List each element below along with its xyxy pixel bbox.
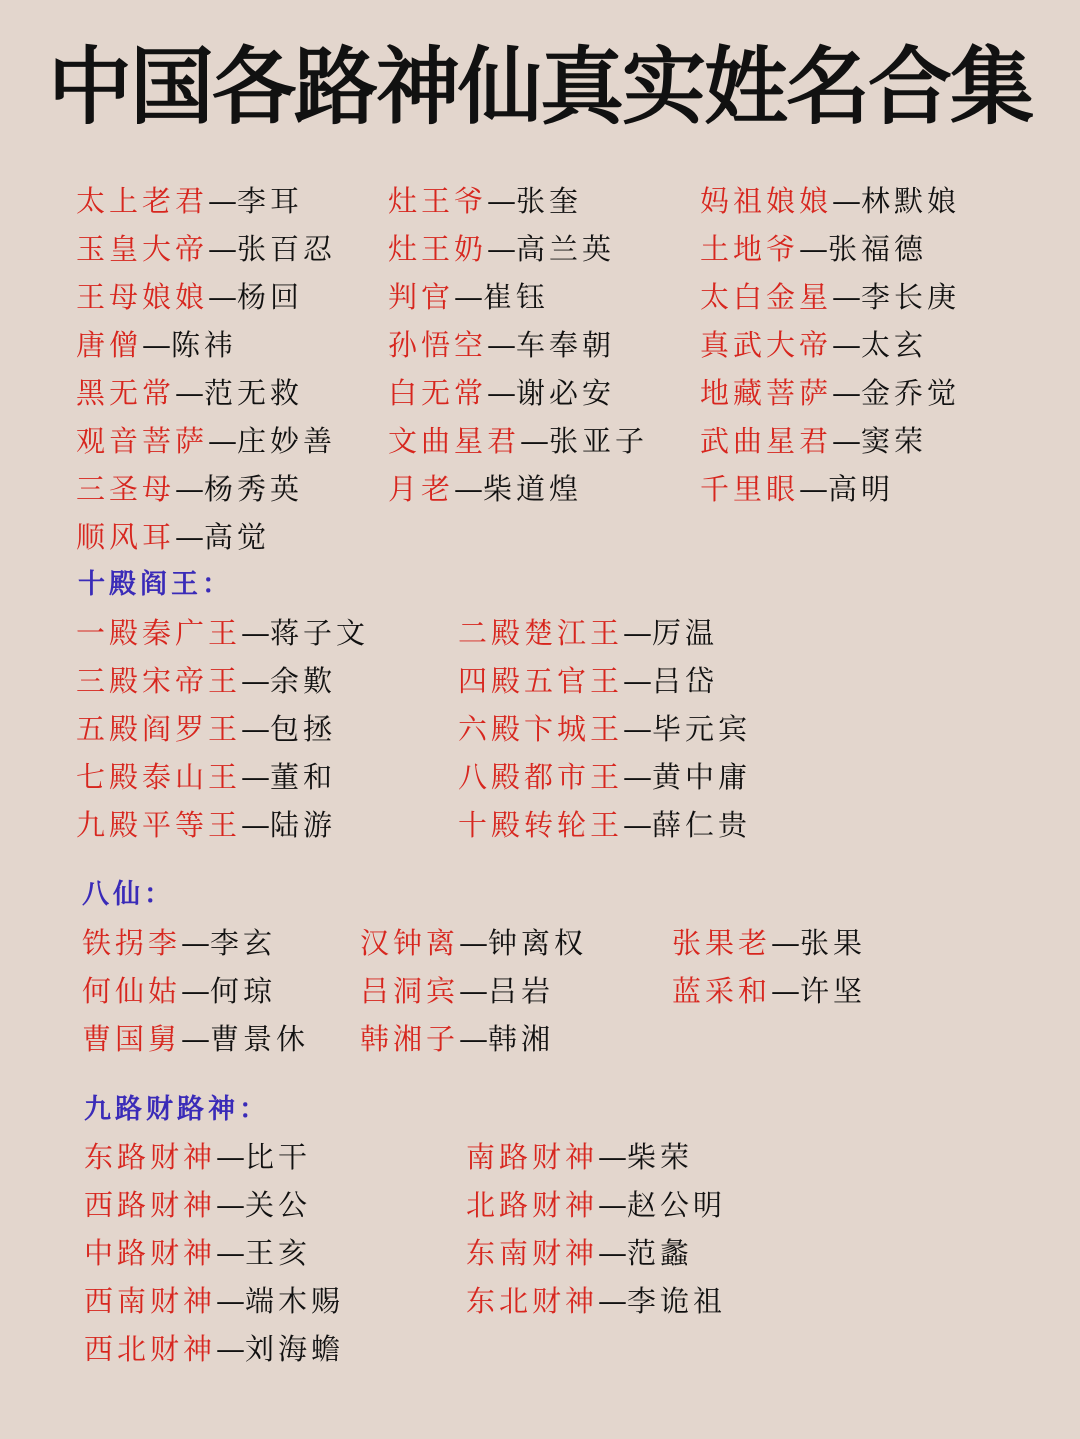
real-name: 林默娘 xyxy=(861,184,961,218)
deity-entry xyxy=(76,757,336,797)
real-name: 包拯 xyxy=(270,712,337,746)
dash-separator: — xyxy=(459,1022,489,1056)
deity-entry xyxy=(700,181,960,221)
deity-title: 太白金星 xyxy=(700,280,833,314)
deity-entry xyxy=(84,1233,311,1273)
dash-separator: — xyxy=(623,760,653,794)
dash-separator: — xyxy=(771,974,801,1008)
deity-title: 一殿秦广王 xyxy=(76,616,242,650)
deity-entry xyxy=(466,1137,693,1177)
deity-title: 三圣母 xyxy=(76,472,176,506)
section-heading: 八仙： xyxy=(82,879,175,910)
deity-title: 韩湘子 xyxy=(360,1022,460,1056)
deity-title: 玉皇大帝 xyxy=(76,232,209,266)
dash-separator: — xyxy=(487,184,517,218)
deity-entry xyxy=(76,421,336,461)
deity-title: 太上老君 xyxy=(76,184,209,218)
deity-entry xyxy=(360,1019,554,1059)
real-name: 张福德 xyxy=(828,232,928,266)
dash-separator: — xyxy=(832,280,862,314)
deity-title: 判官 xyxy=(388,280,455,314)
deity-title: 土地爷 xyxy=(700,232,800,266)
deity-entry xyxy=(360,923,587,963)
dash-separator: — xyxy=(216,1332,246,1366)
deity-title: 顺风耳 xyxy=(76,520,176,554)
dash-separator: — xyxy=(799,232,829,266)
deity-entry xyxy=(458,757,751,797)
deity-title: 二殿楚江王 xyxy=(458,616,624,650)
real-name: 李长庚 xyxy=(861,280,961,314)
deity-entry xyxy=(672,971,866,1011)
real-name: 端木赐 xyxy=(245,1284,345,1318)
deity-title: 七殿泰山王 xyxy=(76,760,242,794)
real-name: 陈祎 xyxy=(171,328,238,362)
deity-entry xyxy=(388,373,615,413)
deity-title: 六殿卞城王 xyxy=(458,712,624,746)
deity-entry xyxy=(76,229,336,269)
deity-entry xyxy=(458,805,751,845)
dash-separator: — xyxy=(832,424,862,458)
dash-separator: — xyxy=(598,1140,628,1174)
real-name: 黄中庸 xyxy=(652,760,752,794)
dash-separator: — xyxy=(175,376,205,410)
dash-separator: — xyxy=(208,232,238,266)
dash-separator: — xyxy=(241,760,271,794)
real-name: 王亥 xyxy=(245,1236,312,1270)
real-name: 李诡祖 xyxy=(627,1284,727,1318)
deity-entry xyxy=(388,325,615,365)
real-name: 范蠡 xyxy=(627,1236,694,1270)
real-name: 薛仁贵 xyxy=(652,808,752,842)
dash-separator: — xyxy=(487,232,517,266)
deity-title: 月老 xyxy=(388,472,455,506)
deity-entry xyxy=(700,469,894,509)
section-heading: 十殿阎王： xyxy=(78,569,233,600)
real-name: 曹景休 xyxy=(210,1022,310,1056)
deity-title: 西北财神 xyxy=(84,1332,217,1366)
dash-separator: — xyxy=(487,376,517,410)
deity-title: 曹国舅 xyxy=(82,1022,182,1056)
deity-title: 千里眼 xyxy=(700,472,800,506)
dash-separator: — xyxy=(241,664,271,698)
real-name: 韩湘 xyxy=(488,1022,555,1056)
dash-separator: — xyxy=(487,328,517,362)
deity-title: 何仙姑 xyxy=(82,974,182,1008)
dash-separator: — xyxy=(598,1236,628,1270)
deity-title: 汉钟离 xyxy=(360,926,460,960)
deity-title: 地藏菩萨 xyxy=(700,376,833,410)
deity-title: 吕洞宾 xyxy=(360,974,460,1008)
deity-title: 铁拐李 xyxy=(82,926,182,960)
dash-separator: — xyxy=(142,328,172,362)
deity-title: 西南财神 xyxy=(84,1284,217,1318)
real-name: 余歎 xyxy=(270,664,337,698)
real-name: 厉温 xyxy=(652,616,719,650)
real-name: 柴荣 xyxy=(627,1140,694,1174)
dash-separator: — xyxy=(623,664,653,698)
real-name: 金乔觉 xyxy=(861,376,961,410)
deity-title: 武曲星君 xyxy=(700,424,833,458)
dash-separator: — xyxy=(771,926,801,960)
dash-separator: — xyxy=(832,328,862,362)
deity-title: 蓝采和 xyxy=(672,974,772,1008)
real-name: 钟离权 xyxy=(488,926,588,960)
deity-entry xyxy=(76,277,303,317)
deity-entry xyxy=(700,325,927,365)
deity-title: 灶王爷 xyxy=(388,184,488,218)
real-name: 高明 xyxy=(828,472,895,506)
real-name: 高觉 xyxy=(204,520,271,554)
real-name: 范无救 xyxy=(204,376,304,410)
real-name: 蒋子文 xyxy=(270,616,370,650)
deity-title: 八殿都市王 xyxy=(458,760,624,794)
deity-entry xyxy=(76,325,237,365)
deity-entry xyxy=(76,613,369,653)
real-name: 窦荣 xyxy=(861,424,928,458)
real-name: 张奎 xyxy=(516,184,583,218)
dash-separator: — xyxy=(208,280,238,314)
deity-title: 东南财神 xyxy=(466,1236,599,1270)
deity-title: 真武大帝 xyxy=(700,328,833,362)
dash-separator: — xyxy=(175,472,205,506)
real-name: 董和 xyxy=(270,760,337,794)
real-name: 庄妙善 xyxy=(237,424,337,458)
deity-entry xyxy=(84,1185,311,1225)
deity-entry xyxy=(700,277,960,317)
real-name: 毕元宾 xyxy=(652,712,752,746)
dash-separator: — xyxy=(216,1140,246,1174)
deity-entry xyxy=(84,1281,344,1321)
real-name: 谢必安 xyxy=(516,376,616,410)
real-name: 吕岱 xyxy=(652,664,719,698)
dash-separator: — xyxy=(520,424,550,458)
dash-separator: — xyxy=(832,376,862,410)
dash-separator: — xyxy=(181,1022,211,1056)
deity-entry xyxy=(360,971,554,1011)
deity-entry xyxy=(76,661,336,701)
dash-separator: — xyxy=(623,616,653,650)
dash-separator: — xyxy=(208,184,238,218)
deity-entry xyxy=(458,613,718,653)
deity-entry xyxy=(82,923,276,963)
deity-entry xyxy=(466,1281,726,1321)
deity-entry xyxy=(76,805,336,845)
dash-separator: — xyxy=(459,926,489,960)
deity-entry xyxy=(76,517,270,557)
deity-title: 东北财神 xyxy=(466,1284,599,1318)
deity-entry xyxy=(458,661,718,701)
real-name: 车奉朝 xyxy=(516,328,616,362)
dash-separator: — xyxy=(598,1188,628,1222)
deity-entry xyxy=(76,181,303,221)
deity-entry xyxy=(82,1019,309,1059)
deity-title: 三殿宋帝王 xyxy=(76,664,242,698)
deity-entry xyxy=(84,1329,344,1369)
dash-separator: — xyxy=(208,424,238,458)
deity-entry xyxy=(388,229,615,269)
real-name: 太玄 xyxy=(861,328,928,362)
dash-separator: — xyxy=(175,520,205,554)
deity-entry xyxy=(700,229,927,269)
dash-separator: — xyxy=(241,712,271,746)
deity-title: 白无常 xyxy=(388,376,488,410)
real-name: 赵公明 xyxy=(627,1188,727,1222)
deity-entry xyxy=(76,373,303,413)
deity-title: 观音菩萨 xyxy=(76,424,209,458)
deity-title: 黑无常 xyxy=(76,376,176,410)
deity-title: 四殿五官王 xyxy=(458,664,624,698)
deity-title: 南路财神 xyxy=(466,1140,599,1174)
deity-entry xyxy=(388,469,582,509)
real-name: 杨回 xyxy=(237,280,304,314)
dash-separator: — xyxy=(216,1188,246,1222)
dash-separator: — xyxy=(459,974,489,1008)
deity-entry xyxy=(458,709,751,749)
dash-separator: — xyxy=(623,808,653,842)
real-name: 李耳 xyxy=(237,184,304,218)
real-name: 杨秀英 xyxy=(204,472,304,506)
page-title: 中国各路神仙真实姓名合集 xyxy=(47,38,1032,136)
dash-separator: — xyxy=(454,280,484,314)
real-name: 张亚子 xyxy=(549,424,649,458)
deity-title: 王母娘娘 xyxy=(76,280,209,314)
deity-entry xyxy=(82,971,276,1011)
deity-title: 灶王奶 xyxy=(388,232,488,266)
dash-separator: — xyxy=(623,712,653,746)
deity-entry xyxy=(388,277,549,317)
dash-separator: — xyxy=(216,1284,246,1318)
deity-title: 东路财神 xyxy=(84,1140,217,1174)
dash-separator: — xyxy=(454,472,484,506)
dash-separator: — xyxy=(241,616,271,650)
dash-separator: — xyxy=(181,974,211,1008)
real-name: 张百忍 xyxy=(237,232,337,266)
real-name: 关公 xyxy=(245,1188,312,1222)
deity-entry xyxy=(672,923,866,963)
real-name: 比干 xyxy=(245,1140,312,1174)
deity-title: 九殿平等王 xyxy=(76,808,242,842)
deity-entry xyxy=(700,421,927,461)
deity-title: 西路财神 xyxy=(84,1188,217,1222)
deity-title: 孙悟空 xyxy=(388,328,488,362)
dash-separator: — xyxy=(598,1284,628,1318)
real-name: 陆游 xyxy=(270,808,337,842)
dash-separator: — xyxy=(181,926,211,960)
deity-entry xyxy=(76,469,303,509)
deity-entry xyxy=(84,1137,311,1177)
real-name: 张果 xyxy=(800,926,867,960)
real-name: 何琼 xyxy=(210,974,277,1008)
real-name: 吕岩 xyxy=(488,974,555,1008)
deity-title: 唐僧 xyxy=(76,328,143,362)
deity-title: 张果老 xyxy=(672,926,772,960)
real-name: 李玄 xyxy=(210,926,277,960)
real-name: 柴道煌 xyxy=(483,472,583,506)
dash-separator: — xyxy=(799,472,829,506)
deity-entry xyxy=(700,373,960,413)
deity-title: 五殿阎罗王 xyxy=(76,712,242,746)
deity-title: 中路财神 xyxy=(84,1236,217,1270)
deity-title: 妈祖娘娘 xyxy=(700,184,833,218)
deity-entry xyxy=(466,1185,726,1225)
dash-separator: — xyxy=(241,808,271,842)
real-name: 刘海蟾 xyxy=(245,1332,345,1366)
section-heading: 九路财路神： xyxy=(84,1094,270,1125)
deity-entry xyxy=(76,709,336,749)
dash-separator: — xyxy=(832,184,862,218)
deity-title: 十殿转轮王 xyxy=(458,808,624,842)
real-name: 崔钰 xyxy=(483,280,550,314)
real-name: 许坚 xyxy=(800,974,867,1008)
deity-entry xyxy=(466,1233,693,1273)
deity-title: 北路财神 xyxy=(466,1188,599,1222)
real-name: 高兰英 xyxy=(516,232,616,266)
deity-entry xyxy=(388,421,648,461)
deity-title: 文曲星君 xyxy=(388,424,521,458)
deity-entry xyxy=(388,181,582,221)
dash-separator: — xyxy=(216,1236,246,1270)
